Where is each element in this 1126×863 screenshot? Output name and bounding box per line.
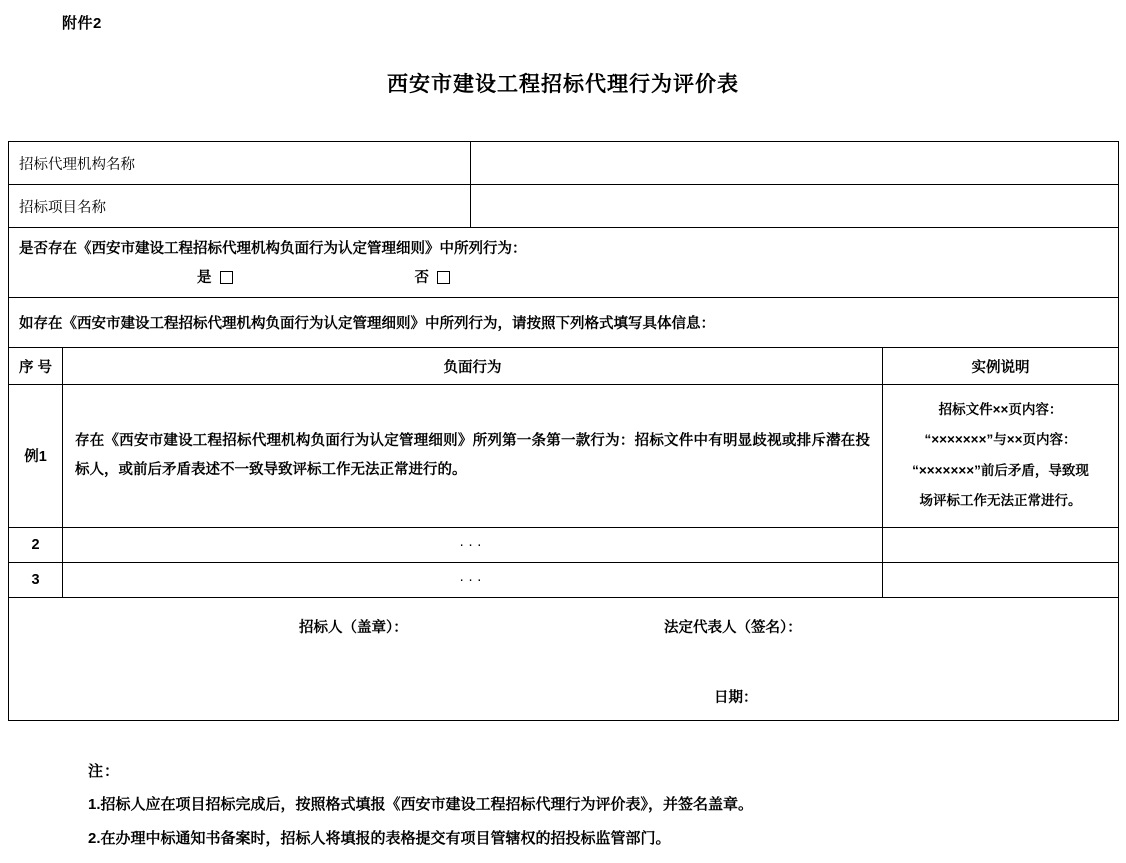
row-seq: 2 (9, 527, 63, 562)
evaluation-form-table (8, 141, 1119, 721)
column-header-behavior: 负面行为 (63, 348, 883, 385)
row-behavior-text[interactable]: ··· (63, 562, 883, 597)
instruction-cell (9, 298, 1119, 348)
column-header-example: 实例说明 (883, 348, 1119, 385)
legal-representative-label: 法定代表人（签名）： (664, 619, 802, 636)
row-example-cell (883, 385, 1119, 528)
checkbox-no[interactable] (437, 271, 450, 284)
note-item: 1.招标人应在项目招标完成后，按照格式填报《西安市建设工程招标代理行为评价表》，并签名盖章。 (88, 796, 754, 813)
notes-heading: 注： (88, 763, 121, 780)
signature-area (9, 598, 1118, 720)
note-item: 2.在办理中标通知书备案时，招标人将填报的表格提交有项目管辖权的招投标监管部门。 (88, 830, 671, 847)
project-name-label: 招标项目名称 (19, 199, 106, 216)
row-example-text (883, 385, 1118, 527)
example-line: 场评标工作无法正常进行。 (919, 493, 1082, 509)
choice-yes[interactable] (197, 266, 233, 287)
table-row-agency-name (9, 142, 1119, 185)
project-name-value-cell[interactable] (471, 185, 1119, 228)
existence-question-cell (9, 228, 1119, 298)
choice-no[interactable] (415, 266, 451, 287)
project-name-label-cell (9, 185, 471, 228)
notes-section (88, 760, 1088, 861)
agency-name-label-cell (9, 142, 471, 185)
example-line: “×××××××”与××页内容： (924, 432, 1077, 448)
table-row (9, 527, 1119, 562)
table-row-instruction (9, 298, 1119, 348)
row-behavior-cell (63, 385, 883, 528)
signature-cell (9, 597, 1119, 720)
row-behavior-text[interactable]: ··· (63, 527, 883, 562)
row-behavior-text: 存在《西安市建设工程招标代理机构负面行为认定管理细则》所列第一条第一款行为：招标文件中有明显歧视或排斥潜在投标人，或前后矛盾表述不一致导致评标工作无法正常进行的。 (75, 432, 870, 478)
existence-choices (9, 260, 1118, 297)
row-example-cell[interactable] (883, 527, 1119, 562)
agency-name-value-cell[interactable] (471, 142, 1119, 185)
table-row (9, 562, 1119, 597)
example-line: 招标文件××页内容： (938, 402, 1063, 417)
instruction-text: 如存在《西安市建设工程招标代理机构负面行为认定管理细则》中所列行为，请按照下列格式填写具体信息： (19, 316, 715, 332)
agency-name-label: 招标代理机构名称 (19, 156, 135, 173)
table-row-project-name (9, 185, 1119, 228)
existence-question-text: 是否存在《西安市建设工程招标代理机构负面行为认定管理细则》中所列行为： (19, 241, 527, 257)
page-title: 西安市建设工程招标代理行为评价表 (387, 73, 739, 96)
table-header-row (9, 348, 1119, 385)
table-row (9, 385, 1119, 528)
row-seq: 3 (9, 562, 63, 597)
choice-yes-label: 是 (197, 270, 212, 286)
attachment-label: 附件2 (62, 15, 102, 32)
row-seq: 例1 (9, 385, 63, 528)
row-example-cell[interactable] (883, 562, 1119, 597)
choice-no-label: 否 (414, 270, 430, 286)
example-line: “×××××××”前后矛盾，导致现 (912, 462, 1089, 478)
table-row-existence-question (9, 228, 1119, 298)
date-label: 日期： (714, 689, 758, 706)
table-row-signature (9, 597, 1119, 720)
tenderer-seal-label: 招标人（盖章）： (299, 619, 408, 636)
column-header-seq: 序 号 (9, 348, 63, 385)
checkbox-yes[interactable] (220, 271, 233, 284)
